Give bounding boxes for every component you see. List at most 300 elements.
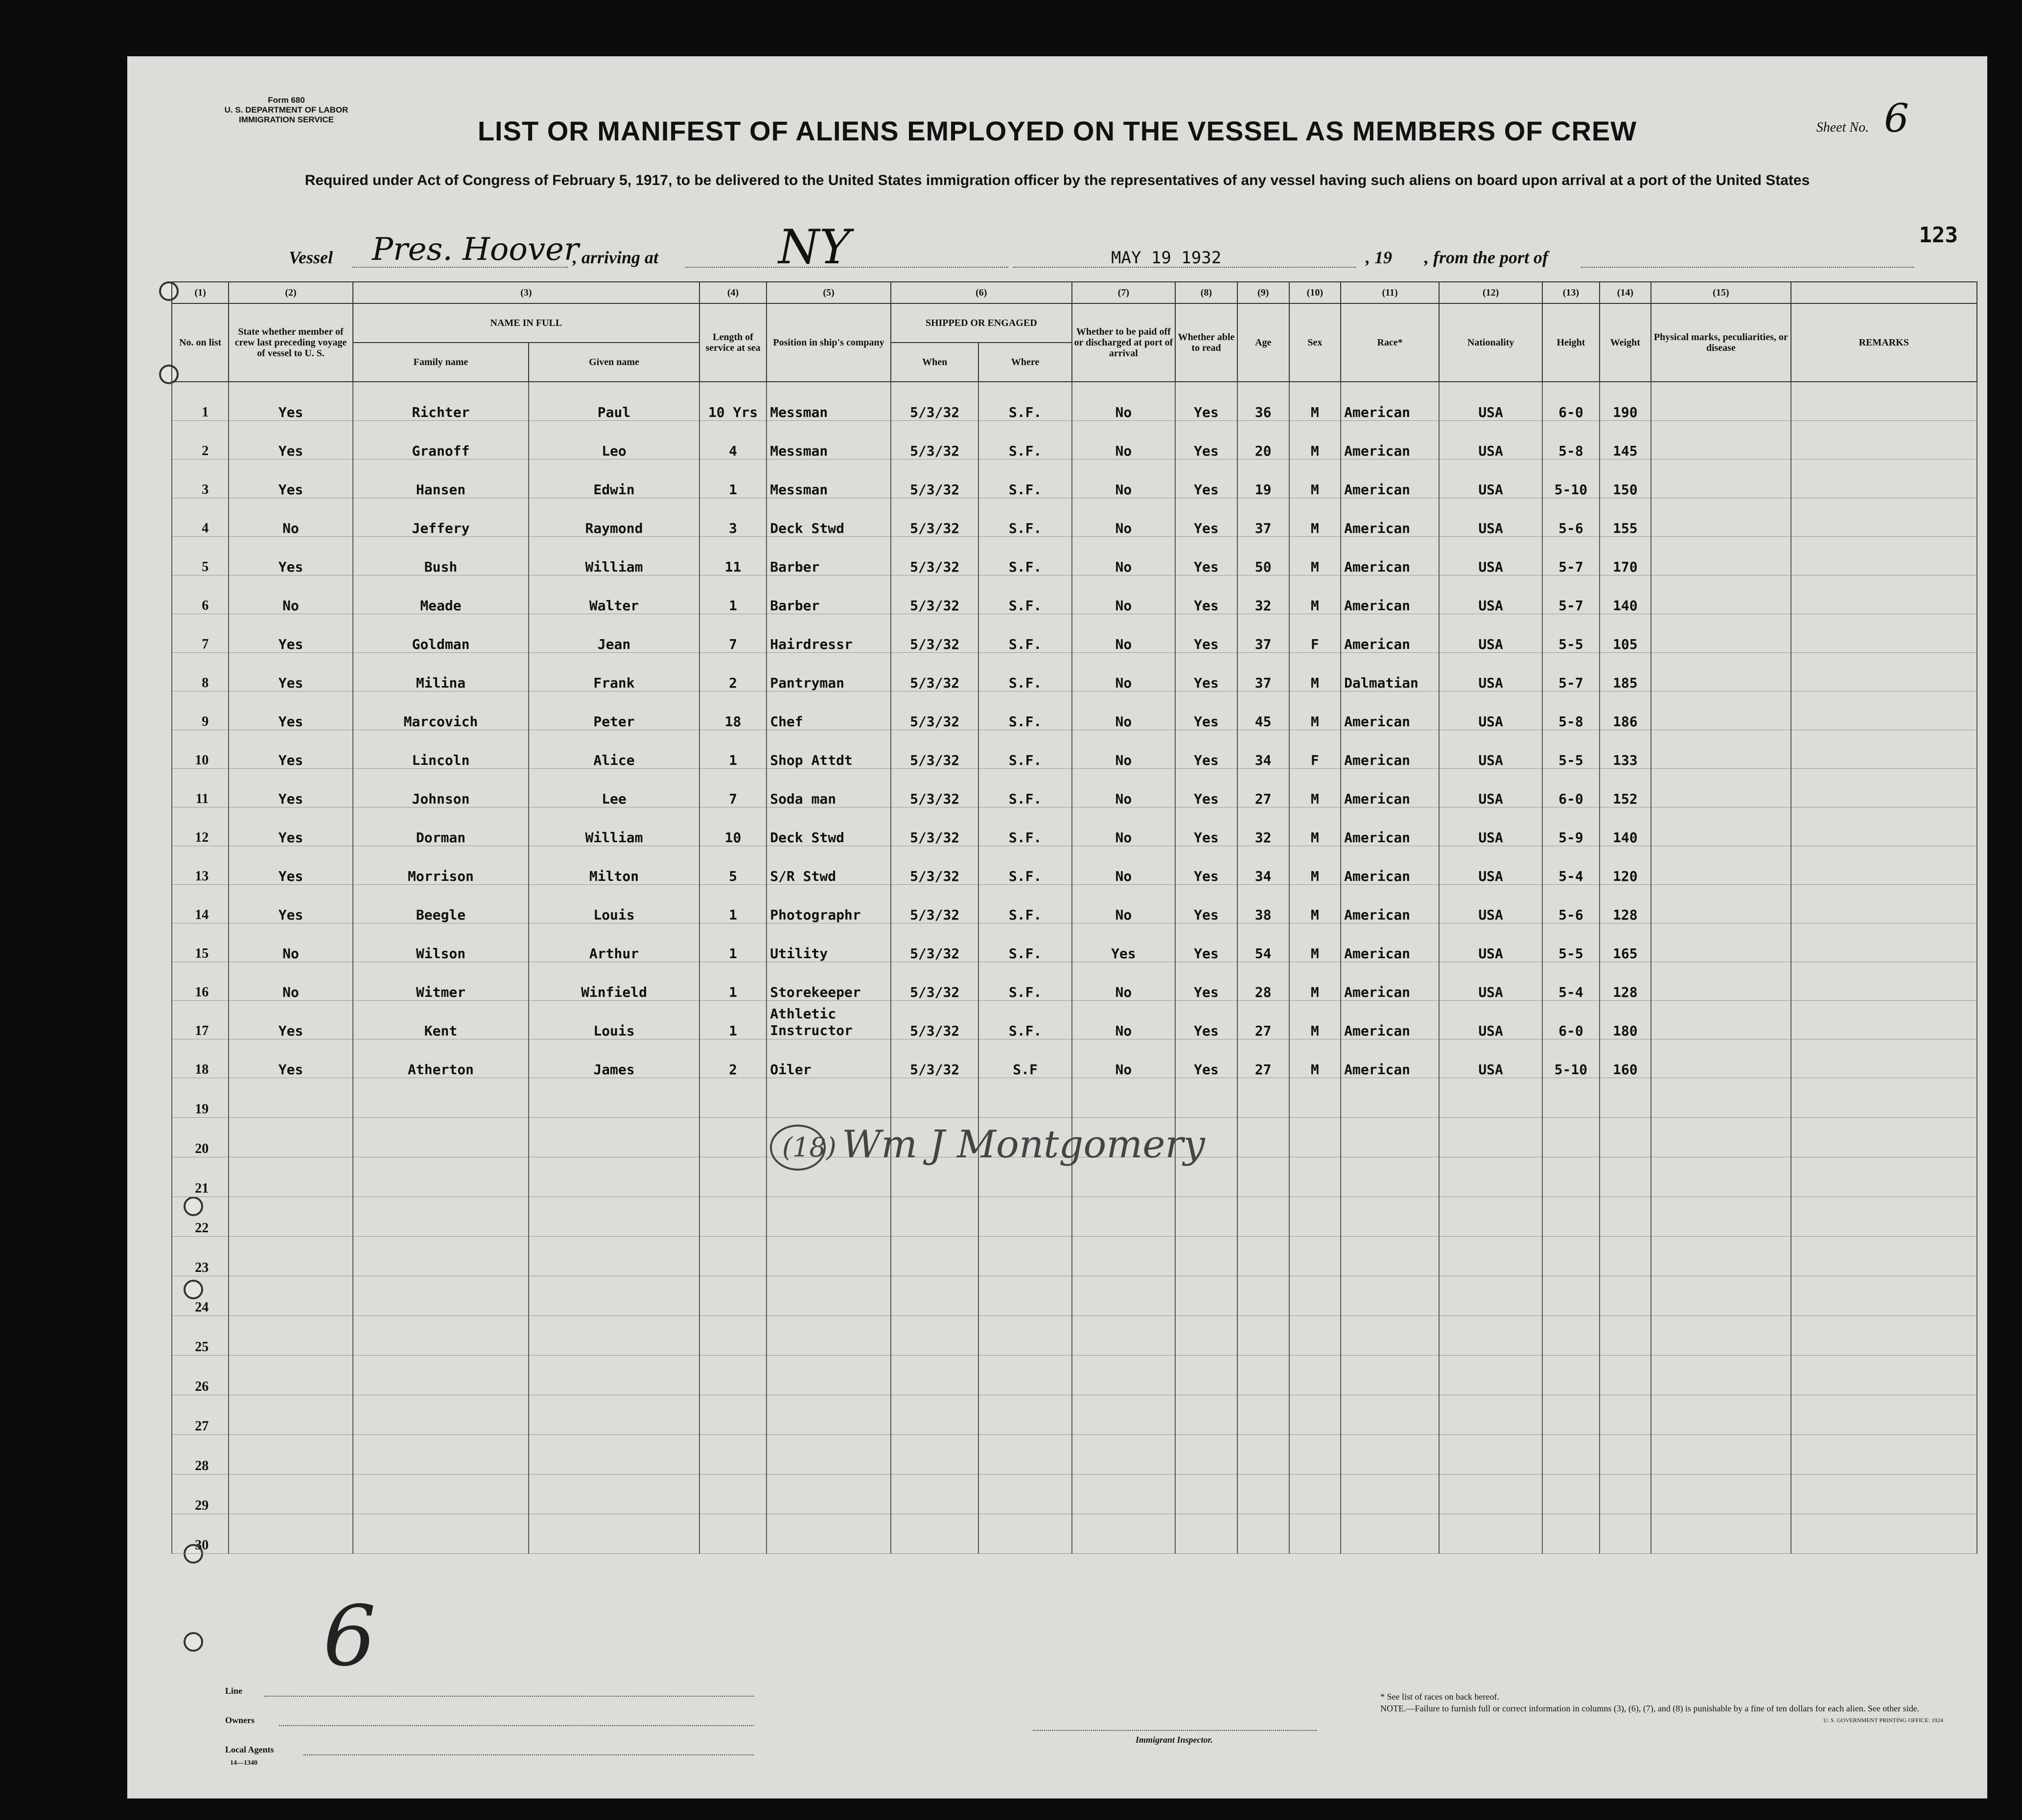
service-length-cell: 1: [699, 730, 767, 769]
empty-cell: [891, 1276, 979, 1316]
year-label: , 19: [1366, 248, 1392, 267]
given-name-cell: Louis: [529, 885, 699, 923]
paid-off-cell: No: [1072, 421, 1175, 460]
table-row: [172, 769, 1977, 807]
row-number: 26: [172, 1356, 229, 1395]
empty-cell: [353, 1316, 529, 1356]
empty-cell: [1289, 1474, 1341, 1514]
row-number: 1: [172, 382, 229, 421]
given-name-cell: Leo: [529, 421, 699, 460]
empty-cell: [1175, 1078, 1237, 1118]
empty-cell: [1175, 1237, 1237, 1276]
inspector-signature: [764, 1113, 1312, 1192]
empty-cell: [1072, 1474, 1175, 1514]
position-cell: Barber: [767, 537, 891, 576]
empty-cell: [1791, 1276, 1977, 1316]
empty-cell: [1600, 1197, 1651, 1237]
height-cell: 5-4: [1542, 962, 1599, 1001]
empty-cell: [1439, 1356, 1542, 1395]
paid-off-cell: No: [1072, 460, 1175, 498]
empty-cell: [529, 1395, 699, 1435]
position-cell: Photographr: [767, 885, 891, 923]
nationality-cell: USA: [1439, 382, 1542, 421]
empty-cell: [529, 1435, 699, 1474]
table-row: [172, 730, 1977, 769]
position-cell: Deck Stwd: [767, 498, 891, 537]
inspector-label: Immigrant Inspector.: [1136, 1735, 1213, 1745]
weight-cell: 120: [1600, 846, 1651, 885]
physical-marks-cell: [1651, 846, 1790, 885]
punch-hole: [42, 1175, 60, 1193]
punch-hole: [42, 954, 60, 973]
family-name-cell: Hansen: [353, 460, 529, 498]
previous-voyage-cell: No: [229, 923, 353, 962]
paid-off-cell: No: [1072, 691, 1175, 730]
signature-count: (18): [782, 1132, 837, 1163]
previous-voyage-cell: Yes: [229, 885, 353, 923]
shipped-where-cell: S.F: [978, 1039, 1071, 1078]
weight-cell: 165: [1600, 923, 1651, 962]
empty-cell: [1791, 1316, 1977, 1356]
position-cell: Hairdressr: [767, 614, 891, 653]
remarks-cell: [1791, 653, 1977, 691]
empty-cell: [1237, 1276, 1289, 1316]
empty-cell: [229, 1157, 353, 1197]
col-num-6: (6): [891, 282, 1072, 303]
race-cell: American: [1341, 885, 1439, 923]
empty-cell: [1289, 1514, 1341, 1554]
table-row: [172, 498, 1977, 537]
sex-cell: M: [1289, 923, 1341, 962]
table-row: [172, 653, 1977, 691]
table-row: [172, 691, 1977, 730]
weight-cell: 152: [1600, 769, 1651, 807]
previous-voyage-cell: Yes: [229, 807, 353, 846]
shipped-when-cell: 5/3/32: [891, 382, 979, 421]
empty-cell: [1175, 1316, 1237, 1356]
empty-cell: [891, 1435, 979, 1474]
empty-cell: [353, 1435, 529, 1474]
height-cell: 5-4: [1542, 846, 1599, 885]
weight-cell: 140: [1600, 576, 1651, 614]
empty-cell: [229, 1118, 353, 1157]
able-to-read-cell: Yes: [1175, 576, 1237, 614]
family-name-cell: Goldman: [353, 614, 529, 653]
empty-cell: [1651, 1514, 1790, 1554]
sex-cell: M: [1289, 769, 1341, 807]
service-length-cell: 7: [699, 614, 767, 653]
empty-cell: [1651, 1237, 1790, 1276]
family-name-cell: Johnson: [353, 769, 529, 807]
col-num-10: (10): [1289, 282, 1341, 303]
paid-off-cell: No: [1072, 498, 1175, 537]
row-number: 28: [172, 1435, 229, 1474]
empty-cell: [1651, 1356, 1790, 1395]
empty-cell: [1341, 1118, 1439, 1157]
position-cell: Athletic Instructor: [767, 1001, 891, 1039]
paid-off-cell: No: [1072, 846, 1175, 885]
race-cell: American: [1341, 1039, 1439, 1078]
empty-cell: [1175, 1356, 1237, 1395]
shipped-where-cell: S.F.: [978, 460, 1071, 498]
table-row: [172, 576, 1977, 614]
empty-cell: [1542, 1435, 1599, 1474]
col-num-12: (12): [1439, 282, 1542, 303]
remarks-cell: [1791, 691, 1977, 730]
physical-marks-cell: [1651, 576, 1790, 614]
empty-cell: [891, 1237, 979, 1276]
remarks-cell: [1791, 460, 1977, 498]
empty-cell: [699, 1356, 767, 1395]
empty-cell: [1439, 1276, 1542, 1316]
previous-voyage-cell: Yes: [229, 537, 353, 576]
shipped-when-cell: 5/3/32: [891, 460, 979, 498]
empty-cell: [1791, 1514, 1977, 1554]
empty-cell: [978, 1435, 1071, 1474]
able-to-read-cell: Yes: [1175, 962, 1237, 1001]
row-number: 23: [172, 1237, 229, 1276]
given-name-cell: Milton: [529, 846, 699, 885]
previous-voyage-cell: Yes: [229, 653, 353, 691]
page-title: LIST OR MANIFEST OF ALIENS EMPLOYED ON THE VESSEL AS MEMBERS OF CREW: [477, 115, 1637, 146]
empty-cell: [1439, 1197, 1542, 1237]
empty-cell: [1341, 1197, 1439, 1237]
family-name-cell: Bush: [353, 537, 529, 576]
position-cell: Chef: [767, 691, 891, 730]
empty-cell: [229, 1514, 353, 1554]
position-cell: Storekeeper: [767, 962, 891, 1001]
empty-cell: [1791, 1237, 1977, 1276]
previous-voyage-cell: Yes: [229, 769, 353, 807]
able-to-read-cell: Yes: [1175, 923, 1237, 962]
col-name-in-full: NAME IN FULL: [353, 303, 699, 343]
races-note: * See list of races on back hereof.: [1380, 1692, 1499, 1702]
position-cell: Messman: [767, 421, 891, 460]
remarks-cell: [1791, 807, 1977, 846]
empty-cell: [1237, 1078, 1289, 1118]
empty-cell: [1175, 1435, 1237, 1474]
empty-cell: [1651, 1157, 1790, 1197]
shipped-when-cell: 5/3/32: [891, 923, 979, 962]
empty-cell: [767, 1316, 891, 1356]
empty-cell: [1072, 1395, 1175, 1435]
height-cell: 5-6: [1542, 885, 1599, 923]
physical-marks-cell: [1651, 730, 1790, 769]
sex-cell: M: [1289, 1039, 1341, 1078]
empty-cell: [1542, 1356, 1599, 1395]
empty-cell: [1439, 1237, 1542, 1276]
age-cell: 34: [1237, 846, 1289, 885]
height-cell: 6-0: [1542, 382, 1599, 421]
position-cell: Messman: [767, 460, 891, 498]
col-no-on-list: No. on list: [172, 303, 229, 382]
date-stamp: MAY 19 1932: [1111, 248, 1222, 268]
table-row: [172, 382, 1977, 421]
empty-cell: [978, 1276, 1071, 1316]
vessel-label: Vessel: [289, 248, 333, 267]
empty-cell: [1651, 1276, 1790, 1316]
physical-marks-cell: [1651, 1001, 1790, 1039]
vessel-value: Pres. Hoover: [372, 231, 579, 268]
empty-cell: [1341, 1237, 1439, 1276]
able-to-read-cell: Yes: [1175, 846, 1237, 885]
empty-cell: [353, 1514, 529, 1554]
paid-off-cell: No: [1072, 614, 1175, 653]
empty-cell: [1600, 1157, 1651, 1197]
col-num-11: (11): [1341, 282, 1439, 303]
service-name: IMMIGRATION SERVICE: [239, 115, 334, 124]
empty-cell: [978, 1197, 1071, 1237]
table-row: [172, 537, 1977, 576]
empty-cell: [529, 1514, 699, 1554]
row-number: 25: [172, 1316, 229, 1356]
service-length-cell: 5: [699, 846, 767, 885]
col-physical-marks: Physical marks, peculiarities, or disease: [1651, 303, 1790, 382]
empty-cell: [229, 1237, 353, 1276]
nationality-cell: USA: [1439, 769, 1542, 807]
able-to-read-cell: Yes: [1175, 460, 1237, 498]
col-num-5: (5): [767, 282, 891, 303]
service-length-cell: 4: [699, 421, 767, 460]
race-cell: Dalmatian: [1341, 653, 1439, 691]
empty-cell: [978, 1514, 1071, 1554]
form-number: Form 680: [268, 95, 305, 105]
empty-cell: [1651, 1474, 1790, 1514]
sex-cell: M: [1289, 460, 1341, 498]
shipped-where-cell: S.F.: [978, 769, 1071, 807]
remarks-cell: [1791, 962, 1977, 1001]
col-paid-off: Whether to be paid off or discharged at port of arrival: [1072, 303, 1175, 382]
table-row: [172, 923, 1977, 962]
able-to-read-cell: Yes: [1175, 807, 1237, 846]
col-when: When: [891, 343, 979, 382]
empty-cell: [1600, 1316, 1651, 1356]
sheet-value: 6: [1884, 95, 1909, 141]
remarks-cell: [1791, 730, 1977, 769]
race-cell: American: [1341, 537, 1439, 576]
paid-off-cell: No: [1072, 769, 1175, 807]
given-name-cell: Louis: [529, 1001, 699, 1039]
family-name-cell: Marcovich: [353, 691, 529, 730]
paid-off-cell: No: [1072, 1039, 1175, 1078]
empty-cell: [1072, 1276, 1175, 1316]
col-previous-voyage: State whether member of crew last preceding voyage of vessel to U. S.: [229, 303, 353, 382]
col-remarks: REMARKS: [1791, 303, 1977, 382]
row-number: 3: [172, 460, 229, 498]
height-cell: 5-7: [1542, 576, 1599, 614]
remarks-cell: [1791, 1001, 1977, 1039]
able-to-read-cell: Yes: [1175, 769, 1237, 807]
empty-cell: [1600, 1276, 1651, 1316]
paid-off-cell: No: [1072, 537, 1175, 576]
height-cell: 6-0: [1542, 1001, 1599, 1039]
row-number: 27: [172, 1395, 229, 1435]
position-cell: Soda man: [767, 769, 891, 807]
given-name-cell: Winfield: [529, 962, 699, 1001]
empty-cell: [1439, 1395, 1542, 1435]
empty-cell: [1542, 1474, 1599, 1514]
row-number: 4: [172, 498, 229, 537]
empty-cell: [1600, 1078, 1651, 1118]
family-name-cell: Milina: [353, 653, 529, 691]
empty-cell: [1542, 1118, 1599, 1157]
able-to-read-cell: Yes: [1175, 653, 1237, 691]
shipped-where-cell: S.F.: [978, 537, 1071, 576]
row-number: 16: [172, 962, 229, 1001]
service-length-cell: 10 Yrs: [699, 382, 767, 421]
empty-cell: [1542, 1078, 1599, 1118]
empty-cell: [891, 1356, 979, 1395]
empty-cell: [229, 1316, 353, 1356]
empty-cell: [1341, 1435, 1439, 1474]
physical-marks-cell: [1651, 807, 1790, 846]
empty-cell: [1600, 1395, 1651, 1435]
able-to-read-cell: Yes: [1175, 614, 1237, 653]
paid-off-cell: No: [1072, 885, 1175, 923]
weight-cell: 185: [1600, 653, 1651, 691]
shipped-when-cell: 5/3/32: [891, 846, 979, 885]
empty-cell: [1651, 1435, 1790, 1474]
previous-voyage-cell: Yes: [229, 846, 353, 885]
col-num-9: (9): [1237, 282, 1289, 303]
age-cell: 19: [1237, 460, 1289, 498]
family-name-cell: Wilson: [353, 923, 529, 962]
shipped-when-cell: 5/3/32: [891, 885, 979, 923]
nationality-cell: USA: [1439, 421, 1542, 460]
line-label: Line: [225, 1686, 243, 1696]
col-position: Position in ship's company: [767, 303, 891, 382]
empty-cell: [978, 1356, 1071, 1395]
service-length-cell: 2: [699, 1039, 767, 1078]
nationality-cell: USA: [1439, 653, 1542, 691]
given-name-cell: James: [529, 1039, 699, 1078]
row-number: 18: [172, 1039, 229, 1078]
position-cell: Shop Attdt: [767, 730, 891, 769]
shipped-when-cell: 5/3/32: [891, 653, 979, 691]
paid-off-cell: No: [1072, 653, 1175, 691]
shipped-where-cell: S.F.: [978, 807, 1071, 846]
shipped-when-cell: 5/3/32: [891, 421, 979, 460]
empty-cell: [699, 1435, 767, 1474]
table-row: [172, 846, 1977, 885]
nationality-cell: USA: [1439, 885, 1542, 923]
position-cell: Utility: [767, 923, 891, 962]
empty-cell: [699, 1276, 767, 1316]
position-cell: Pantryman: [767, 653, 891, 691]
previous-voyage-cell: No: [229, 498, 353, 537]
handwritten-sheet-number: 6: [323, 1588, 376, 1685]
empty-cell: [529, 1157, 699, 1197]
col-num-15: (15): [1651, 282, 1790, 303]
empty-cell: [1072, 1197, 1175, 1237]
previous-voyage-cell: Yes: [229, 730, 353, 769]
empty-cell: [353, 1395, 529, 1435]
empty-cell: [353, 1356, 529, 1395]
service-length-cell: 1: [699, 460, 767, 498]
empty-cell: [699, 1514, 767, 1554]
sex-cell: M: [1289, 498, 1341, 537]
nationality-cell: USA: [1439, 576, 1542, 614]
empty-cell: [891, 1514, 979, 1554]
empty-cell: [978, 1395, 1071, 1435]
empty-cell: [1237, 1197, 1289, 1237]
empty-cell: [1072, 1316, 1175, 1356]
empty-cell: [529, 1118, 699, 1157]
given-name-cell: Edwin: [529, 460, 699, 498]
empty-cell: [699, 1474, 767, 1514]
empty-cell: [1072, 1237, 1175, 1276]
empty-cell: [529, 1237, 699, 1276]
nationality-cell: USA: [1439, 460, 1542, 498]
family-name-cell: Granoff: [353, 421, 529, 460]
sex-cell: M: [1289, 537, 1341, 576]
height-cell: 5-5: [1542, 730, 1599, 769]
shipped-when-cell: 5/3/32: [891, 691, 979, 730]
shipped-when-cell: 5/3/32: [891, 1039, 979, 1078]
empty-cell: [767, 1435, 891, 1474]
col-num-2: (2): [229, 282, 353, 303]
col-family-name: Family name: [353, 343, 529, 382]
remarks-cell: [1791, 923, 1977, 962]
empty-cell: [1600, 1474, 1651, 1514]
service-length-cell: 2: [699, 653, 767, 691]
empty-cell: [1237, 1474, 1289, 1514]
empty-cell: [767, 1276, 891, 1316]
nationality-cell: USA: [1439, 1039, 1542, 1078]
col-num-7: (7): [1072, 282, 1175, 303]
empty-cell: [1175, 1474, 1237, 1514]
weight-cell: 150: [1600, 460, 1651, 498]
arriving-value: NY: [778, 220, 851, 275]
table-row: [172, 1237, 1977, 1276]
nationality-cell: USA: [1439, 807, 1542, 846]
table-row: [172, 1001, 1977, 1039]
table-row: [172, 1474, 1977, 1514]
shipped-where-cell: S.F.: [978, 421, 1071, 460]
physical-marks-cell: [1651, 885, 1790, 923]
empty-cell: [1072, 1356, 1175, 1395]
nationality-cell: USA: [1439, 923, 1542, 962]
shipped-where-cell: S.F.: [978, 498, 1071, 537]
able-to-read-cell: Yes: [1175, 691, 1237, 730]
sex-cell: M: [1289, 576, 1341, 614]
nationality-cell: USA: [1439, 1001, 1542, 1039]
punch-hole: [42, 1380, 60, 1399]
previous-voyage-cell: Yes: [229, 421, 353, 460]
table-row: [172, 807, 1977, 846]
empty-cell: [1289, 1197, 1341, 1237]
empty-cell: [1600, 1435, 1651, 1474]
row-number: 20: [172, 1118, 229, 1157]
physical-marks-cell: [1651, 614, 1790, 653]
age-cell: 34: [1237, 730, 1289, 769]
empty-cell: [1439, 1157, 1542, 1197]
col-num-13: (13): [1542, 282, 1599, 303]
shipped-where-cell: S.F.: [978, 1001, 1071, 1039]
given-name-cell: Walter: [529, 576, 699, 614]
weight-cell: 186: [1600, 691, 1651, 730]
height-cell: 5-9: [1542, 807, 1599, 846]
paid-off-cell: No: [1072, 1001, 1175, 1039]
table-row: [172, 614, 1977, 653]
empty-cell: [529, 1197, 699, 1237]
shipped-where-cell: S.F.: [978, 846, 1071, 885]
remarks-cell: [1791, 846, 1977, 885]
age-cell: 50: [1237, 537, 1289, 576]
shipped-when-cell: 5/3/32: [891, 576, 979, 614]
race-cell: American: [1341, 421, 1439, 460]
given-name-cell: William: [529, 537, 699, 576]
